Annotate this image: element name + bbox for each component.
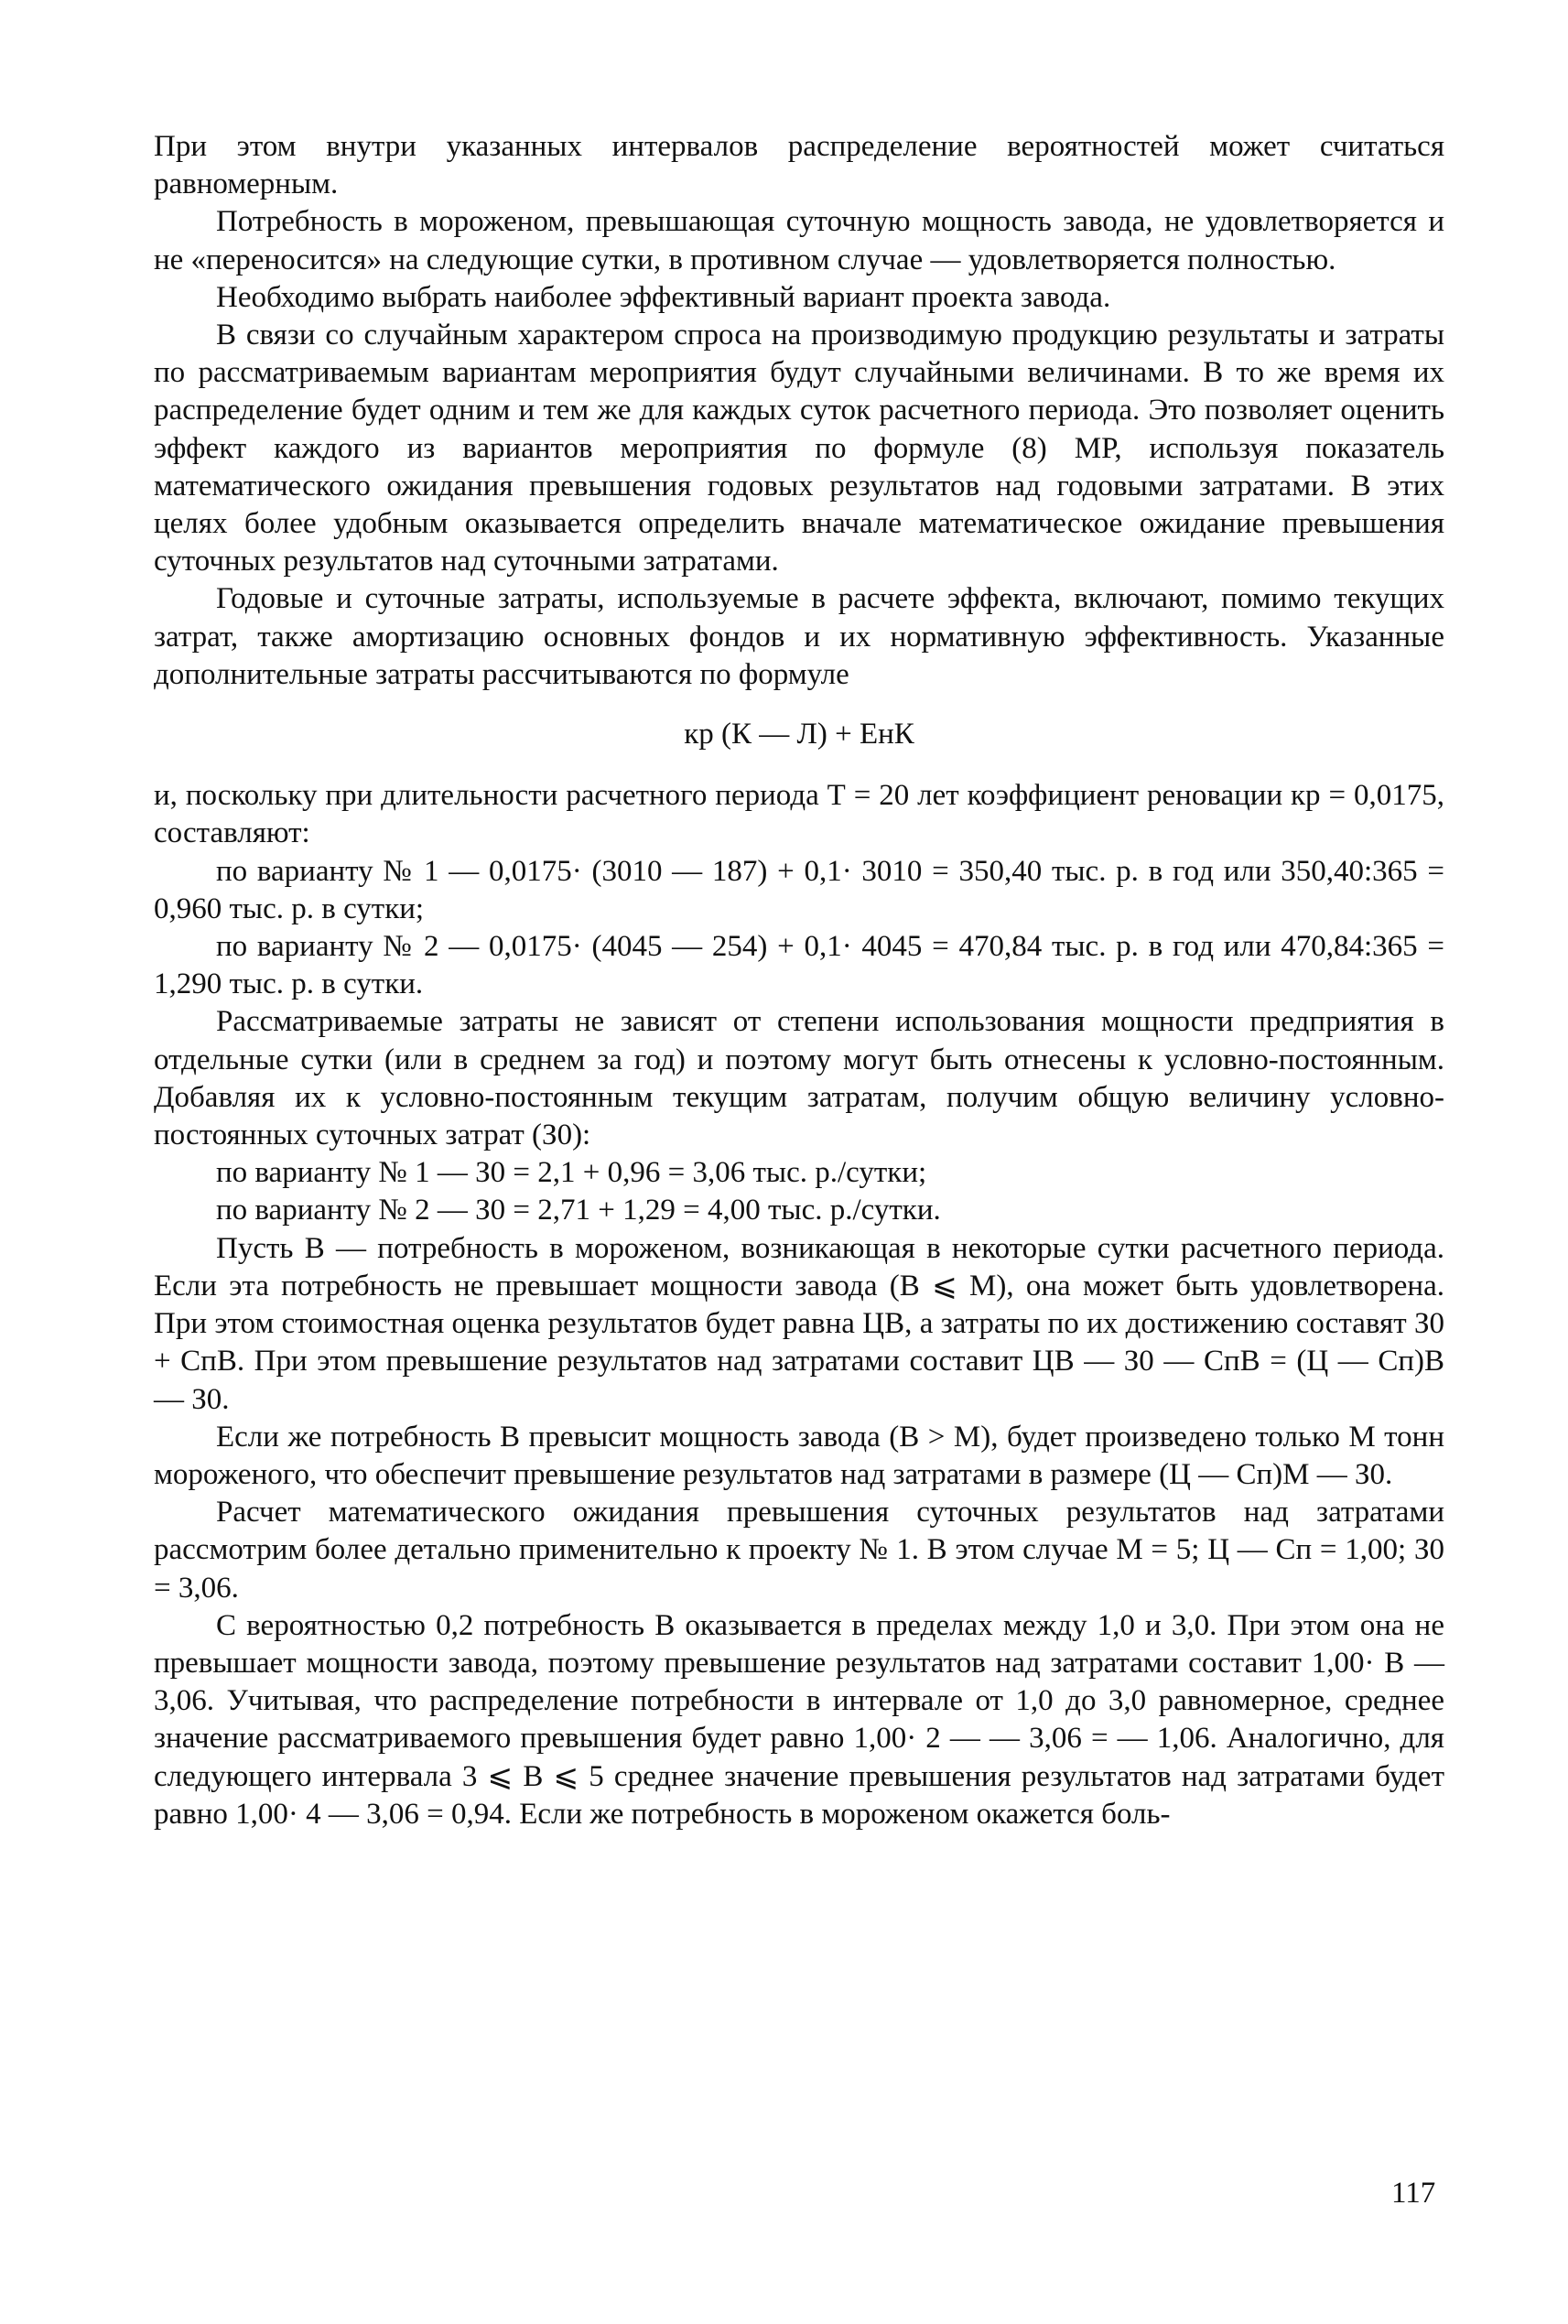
paragraph: Расчет математического ожидания превышения суточных результатов над затратами рассмотрим более детально применительно к проекту № 1. В этом случае М = 5; Ц — Сп = 1,00; З0 = 3,06. (154, 1496, 1444, 1605)
calculation-line: по варианту № 2 — 0,0175· (4045 — 254) + 0,1· 4045 = 470,84 тыс. р. в год или 470,84:365 = 1,290 тыс. р. в сутки. (154, 930, 1444, 1001)
body-text (154, 128, 1444, 1833)
paragraph: и, поскольку при длительности расчетного периода Т = 20 лет коэффициент реновации кр = 0,0175, составляют: (154, 779, 1444, 850)
paragraph: Годовые и суточные затраты, используемые в расчете эффекта, включают, помимо текущих затрат, также амортизацию основных фондов и их нормативную эффективность. Указанные дополнительные затраты рассчитываются по формуле (154, 582, 1444, 691)
paragraph: Необходимо выбрать наиболее эффективный вариант проекта завода. (216, 280, 1111, 314)
page-number: 117 (1391, 2177, 1436, 2210)
paragraph: Если же потребность В превысит мощность завода (В > М), будет произведено только М тонн мороженого, что обеспечит превышение результатов над затратами в размере (Ц — Сп)М — З0. (154, 1420, 1444, 1491)
calculation-line: по варианту № 2 — З0 = 2,71 + 1,29 = 4,00 тыс. р./сутки. (216, 1194, 941, 1227)
calculation-line: по варианту № 1 — З0 = 2,1 + 0,96 = 3,06 тыс. р./сутки; (216, 1156, 927, 1190)
paragraph: Рассматриваемые затраты не зависят от степени использования мощности предприятия в отдельные сутки (или в среднем за год) и поэтому могут быть отнесены к условно-постоянным. Добавляя их к условно-постоянным текущим затратам, получим общую величину условно-постоянных суточных затрат (З0): (154, 1005, 1444, 1152)
paragraph: В связи со случайным характером спроса на производимую продукцию результаты и затраты по рассматриваемым вариантам мероприятия будут случайными величинами. В то же время их распределение будет одним и тем же для каждых суток расчетного периода. Это позволяет оценить эффект каждого из вариантов мероприятия по формуле (8) МР, используя показатель математического ожидания превышения годовых результатов над годовыми затратами. В этих целях более удобным оказывается определить вначале математическое ожидание превышения суточных результатов над суточными затратами. (154, 319, 1444, 578)
paragraph: При этом внутри указанных интервалов распределение вероятностей может считаться равномерным. (154, 130, 1444, 201)
calculation-line: по варианту № 1 — 0,0175· (3010 — 187) + 0,1· 3010 = 350,40 тыс. р. в год или 350,40:365 = 0,960 тыс. р. в сутки; (154, 854, 1444, 925)
paragraph: С вероятностью 0,2 потребность В оказывается в пределах между 1,0 и 3,0. При этом она не превышает мощности завода, поэтому превышение результатов над затратами составит 1,00· В — 3,06. Учитывая, что распределение потребности в интервале от 1,0 до 3,0 равномерное, среднее значение рассматриваемого превышения будет равно 1,00· 2 — — 3,06 = — 1,06. Аналогично, для следующего интервала 3 ⩽ В ⩽ 5 среднее значение превышения результатов над затратами будет равно 1,00· 4 — 3,06 = 0,94. Если же потребность в мороженом окажется боль- (154, 1608, 1444, 1831)
formula: кр (К — Л) + ЕнК (684, 718, 914, 751)
paragraph: Пусть В — потребность в мороженом, возникающая в некоторые сутки расчетного периода. Если эта потребность не превышает мощности завода (В ⩽ М), она может быть удовлетворена. При этом стоимостная оценка результатов будет равна ЦВ, а затраты по их достижению составят З0 + СпВ. При этом превышение результатов над затратами составит ЦВ — З0 — СпВ = (Ц — Сп)В — З0. (154, 1231, 1444, 1416)
paragraph: Потребность в мороженом, превышающая суточную мощность завода, не удовлетворяется и не «переносится» на следующие сутки, в противном случае — удовлетворяется полностью. (154, 205, 1444, 276)
